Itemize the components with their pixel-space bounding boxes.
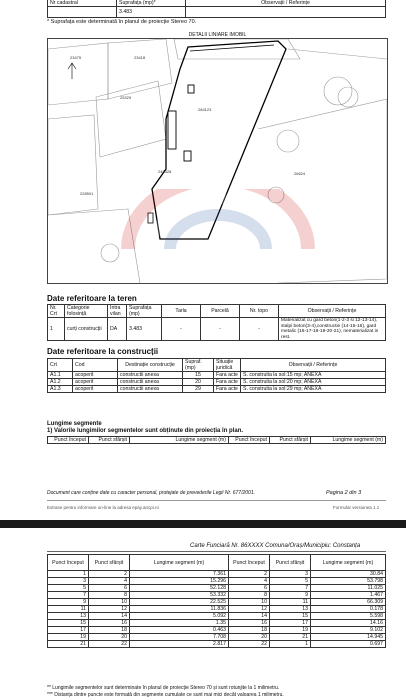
seg-header: Punct sfârșit [89, 555, 130, 571]
building-a1-1 [168, 111, 176, 149]
constr-header: Supraf. (mp) [183, 359, 214, 372]
segment-length-cell: 2.817 [130, 641, 229, 648]
constr-obs: S. construita la sol:15 mp; ANEXA [241, 372, 386, 379]
segment-point-cell: 18 [229, 627, 270, 634]
tree-circle [338, 87, 358, 107]
table-row [48, 592, 386, 599]
segment-point-cell: 16 [89, 620, 130, 627]
seg-header: Punct început [48, 437, 89, 444]
constr-supraf: 15 [183, 372, 214, 379]
constr-obs: S. construita la sol:20 mp; ANEXA [241, 379, 386, 386]
segment-point-cell: 12 [229, 606, 270, 613]
map-label: 25329 [120, 95, 132, 100]
constr-supraf: 29 [183, 386, 214, 393]
land-header: Categorie folosință [65, 305, 108, 318]
segment-point-cell: 3 [270, 571, 311, 578]
segment-length-cell: 11.025 [311, 585, 386, 592]
neighbour-parcel [48, 43, 108, 105]
constr-header: Crt [48, 359, 73, 372]
constr-dest: constructii anexa [118, 386, 183, 393]
land-table [47, 304, 386, 341]
table-row [48, 627, 386, 634]
segment-point-cell: 8 [229, 592, 270, 599]
footnote-cumulated: *** Distanța dintre puncte este formată din segmente cumulate ce sunt mai mici decât valoarea 1 milimetru. [47, 692, 284, 698]
segments-table [47, 554, 386, 648]
table-row [48, 386, 386, 393]
constr-cod: acoperit [73, 372, 118, 379]
segment-length-cell: 14.16 [311, 620, 386, 627]
footer-divider [47, 500, 386, 501]
seg-header: Punct început [229, 555, 270, 571]
observatii-cell [186, 7, 386, 18]
segment-point-cell: 16 [229, 620, 270, 627]
segment-point-cell: 7 [48, 592, 89, 599]
segment-length-cell: 1.467 [311, 592, 386, 599]
constructions-table [47, 358, 386, 393]
land-header: Intra vilan [108, 305, 127, 318]
constr-dest: constructii anexa [118, 372, 183, 379]
segment-length-cell: 7.708 [130, 634, 229, 641]
footnote-rounding: ** Lungimile segmentelor sunt determinate în planul de proiecție Stereo 70 și sunt rotunjite la 1 milimetru. [47, 685, 280, 691]
header-divider [47, 551, 386, 552]
segments-header-table [47, 436, 386, 444]
land-header: Parcelă [201, 305, 240, 318]
constr-obs: S. construita la sol:29 mp; ANEXA [241, 386, 386, 393]
segment-point-cell: 10 [229, 599, 270, 606]
seg-header: Lungime segment (m) [130, 437, 229, 444]
land-heading: Date referitoare la teren [47, 294, 137, 303]
segment-length-cell: 53.798 [311, 578, 386, 585]
legal-notice: Document care conține date cu caracter personal, protejate de prevederile Legii Nr. 677/2001. [47, 490, 255, 496]
map-label: 284123 [198, 107, 212, 112]
page-number: Pagina 2 din 3 [326, 490, 362, 496]
constr-cod: acoperit [73, 379, 118, 386]
segments-heading: Lungime segmente [47, 421, 102, 427]
segment-point-cell: 11 [48, 606, 89, 613]
segment-point-cell: 1 [48, 571, 89, 578]
segment-point-cell: 13 [48, 613, 89, 620]
seg-header: Punct început [229, 437, 270, 444]
table-row [48, 379, 386, 386]
land-header: Observații / Referințe [279, 305, 386, 318]
segment-length-cell: 52.128 [130, 585, 229, 592]
segment-point-cell: 13 [270, 606, 311, 613]
constr-sit: Fara acte [214, 379, 241, 386]
segment-point-cell: 4 [229, 578, 270, 585]
segment-length-cell: 0.178 [311, 606, 386, 613]
map-title: DETALII LINIARE IMOBIL [188, 32, 247, 38]
segment-length-cell: 0.697 [311, 641, 386, 648]
segment-point-cell: 15 [270, 613, 311, 620]
segment-length-cell: 7.361 [130, 571, 229, 578]
constr-supraf: 20 [183, 379, 214, 386]
constr-sit: Fara acte [214, 386, 241, 393]
seg-header: Punct sfârșit [89, 437, 130, 444]
segment-point-cell: 9 [48, 599, 89, 606]
segment-point-cell: 15 [48, 620, 89, 627]
header-observatii: Observații / Referințe [186, 0, 386, 7]
table-row [48, 372, 386, 379]
neighbour-parcel [108, 39, 172, 99]
segment-length-cell: 5.092 [130, 613, 229, 620]
segment-length-cell: 0.463 [130, 627, 229, 634]
segment-point-cell: 3 [48, 578, 89, 585]
segment-length-cell: 11.836 [130, 606, 229, 613]
land-header: Tarla [162, 305, 201, 318]
map-label: 23475 [70, 55, 82, 60]
map-label: 248328 [158, 169, 172, 174]
segment-length-cell: 22.525 [130, 599, 229, 606]
constructions-heading: Date referitoare la construcții [47, 347, 159, 356]
header-nr-cadastral: Nr cadastral [48, 0, 117, 7]
segment-point-cell: 10 [89, 599, 130, 606]
cadastral-table [47, 0, 386, 18]
form-version: Formular versiunea 1.1 [333, 505, 380, 510]
segment-point-cell: 4 [89, 578, 130, 585]
segment-point-cell: 9 [270, 592, 311, 599]
segment-point-cell: 6 [89, 585, 130, 592]
tree-circle [277, 130, 299, 152]
segment-length-cell: 1.35 [130, 620, 229, 627]
land-header: Nr. Crt [48, 305, 65, 318]
constr-crt: A1.1 [48, 372, 73, 379]
segment-length-cell: 14.945 [311, 634, 386, 641]
segment-point-cell: 8 [89, 592, 130, 599]
segment-length-cell: 5.598 [311, 613, 386, 620]
segment-point-cell: 5 [48, 585, 89, 592]
seg-header: Punct sfârșit [270, 437, 311, 444]
segment-point-cell: 2 [89, 571, 130, 578]
map-label: 228501 [80, 191, 94, 196]
seg-header: Lungime segment (m) [130, 555, 229, 571]
segment-point-cell: 5 [270, 578, 311, 585]
seg-header: Punct început [48, 555, 89, 571]
table-row [48, 634, 386, 641]
constr-header: Destinație construcție [118, 359, 183, 372]
neighbour-parcel [48, 115, 98, 215]
segment-length-cell: 66.309 [311, 599, 386, 606]
north-arrow-icon [68, 63, 76, 79]
land-header: Nr. topo [240, 305, 279, 318]
cadastral-number-cell [48, 7, 117, 18]
table-row [48, 599, 386, 606]
constr-crt: A1.3 [48, 386, 73, 393]
land-categorie: curți construcții [65, 318, 108, 341]
table-row [48, 578, 386, 585]
area-footnote: * Suprafața este determinată în planul de proiecție Stereo 70. [47, 19, 197, 25]
segment-point-cell: 20 [229, 634, 270, 641]
segments-note: 1) Valorile lungimilor segmentelor sunt obținute din proiecția în plan. [47, 428, 244, 434]
document-page-2 [0, 528, 406, 699]
segment-point-cell: 19 [48, 634, 89, 641]
area-value: 3.483 [117, 7, 186, 18]
land-observatii: Materializat cu gard beton(1-2-3 si 12-13-14), stalpi beton(3-4),constructie (14-15-16), gard metalic (16-17-18-19-20-21), nematerializat in rest. [279, 318, 386, 341]
seg-header: Lungime segment (m) [311, 437, 386, 444]
segment-point-cell: 17 [48, 627, 89, 634]
segment-point-cell: 14 [89, 613, 130, 620]
segment-point-cell: 14 [229, 613, 270, 620]
header-suprafata: Suprafața (mp)* [117, 0, 186, 7]
map-label: 23418 [134, 55, 146, 60]
segment-point-cell: 22 [89, 641, 130, 648]
table-row [48, 641, 386, 648]
constr-header: Cod [73, 359, 118, 372]
table-row [48, 613, 386, 620]
land-intravilan: DA [108, 318, 127, 341]
parcel-map [47, 32, 388, 284]
segment-point-cell: 1 [270, 641, 311, 648]
segment-point-cell: 7 [270, 585, 311, 592]
land-topo: - [240, 318, 279, 341]
segment-point-cell: 17 [270, 620, 311, 627]
segment-length-cell: 9.102 [311, 627, 386, 634]
neighbour-parcel [288, 49, 387, 59]
seg-header: Punct sfârșit [270, 555, 311, 571]
table-row [48, 571, 386, 578]
building-a1-3 [188, 85, 194, 93]
segment-length-cell: 15.296 [130, 578, 229, 585]
segment-point-cell: 19 [270, 627, 311, 634]
table-row [48, 620, 386, 627]
tree-circle [324, 77, 352, 105]
table-row [48, 606, 386, 613]
segment-point-cell: 11 [270, 599, 311, 606]
constr-header: Situație juridică [214, 359, 241, 372]
land-parcela: - [201, 318, 240, 341]
segment-point-cell: 20 [89, 634, 130, 641]
remax-watermark-icon [108, 189, 328, 309]
segment-point-cell: 12 [89, 606, 130, 613]
land-nr: 1 [48, 318, 65, 341]
seg-header: Lungime segment (m) [311, 555, 386, 571]
land-suprafata: 3.483 [127, 318, 162, 341]
building-a1-2 [184, 151, 191, 161]
neighbour-parcel [96, 81, 166, 157]
neighbour-parcel [174, 39, 300, 59]
segment-point-cell: 21 [48, 641, 89, 648]
segment-point-cell: 18 [89, 627, 130, 634]
segment-point-cell: 22 [229, 641, 270, 648]
constr-header: Observații / Referințe [241, 359, 386, 372]
constr-dest: constructii anexa [118, 379, 183, 386]
land-header: Suprafața (mp) [127, 305, 162, 318]
constr-sit: Fara acte [214, 372, 241, 379]
segment-length-cell: 53.332 [130, 592, 229, 599]
land-tarla: - [162, 318, 201, 341]
table-row [48, 585, 386, 592]
map-label: 26624 [294, 171, 306, 176]
constr-cod: acoperit [73, 386, 118, 393]
constr-crt: A1.2 [48, 379, 73, 386]
segment-point-cell: 6 [229, 585, 270, 592]
segment-point-cell: 21 [270, 634, 311, 641]
page2-header: Carte Funciară Nr. 86XXXX Comuna/Oraș/Municipiu: Constanța [190, 543, 361, 549]
segment-point-cell: 2 [229, 571, 270, 578]
extract-note: Extrase pentru informare on-line la adresa epay.ancpi.ro [47, 505, 159, 510]
segment-length-cell: 30.84 [311, 571, 386, 578]
